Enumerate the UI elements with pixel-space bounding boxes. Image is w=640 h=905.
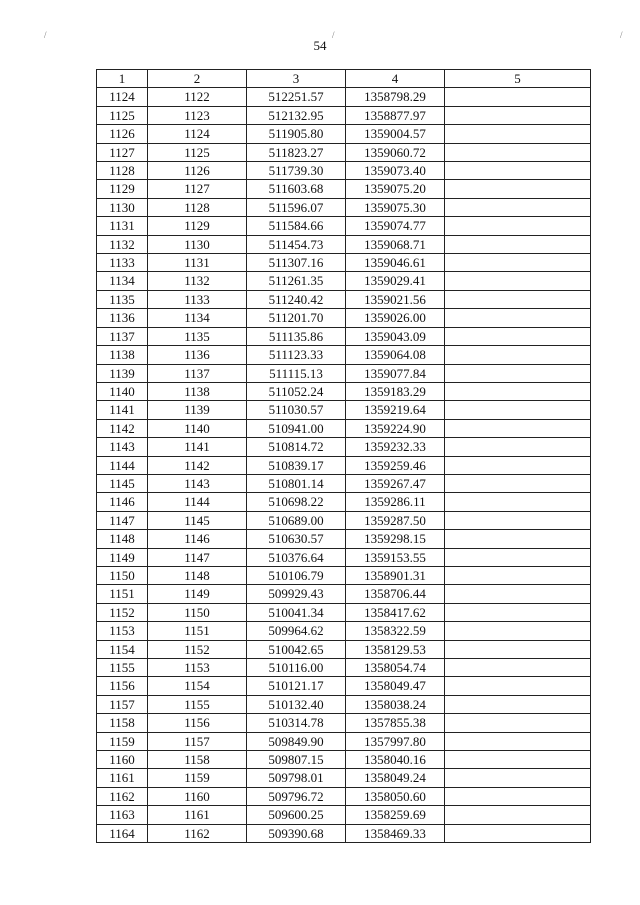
table-cell-col-4: 1358417.62 xyxy=(346,603,445,621)
table-cell-col-3: 510801.14 xyxy=(247,474,346,492)
table-cell-col-2: 1129 xyxy=(148,217,247,235)
table-cell-col-1: 1147 xyxy=(97,511,148,529)
table-cell-col-3: 510814.72 xyxy=(247,438,346,456)
table-row xyxy=(97,787,591,805)
table-cell-col-5 xyxy=(445,548,591,566)
table-row xyxy=(97,640,591,658)
table-cell-col-4: 1359267.47 xyxy=(346,474,445,492)
table-cell-col-1: 1126 xyxy=(97,125,148,143)
table-cell-col-3: 511905.80 xyxy=(247,125,346,143)
table-cell-col-5 xyxy=(445,401,591,419)
table-cell-col-2: 1152 xyxy=(148,640,247,658)
table-cell-col-2: 1128 xyxy=(148,198,247,216)
table-row xyxy=(97,511,591,529)
table-cell-col-2: 1157 xyxy=(148,732,247,750)
table-cell-col-4: 1359074.77 xyxy=(346,217,445,235)
table-cell-col-4: 1358054.74 xyxy=(346,659,445,677)
table-cell-col-4: 1358469.33 xyxy=(346,824,445,842)
table-cell-col-1: 1125 xyxy=(97,106,148,124)
table-cell-col-4: 1358259.69 xyxy=(346,806,445,824)
table-cell-col-5 xyxy=(445,162,591,180)
table-cell-col-3: 511307.16 xyxy=(247,254,346,272)
table-cell-col-2: 1138 xyxy=(148,382,247,400)
table-cell-col-4: 1359287.50 xyxy=(346,511,445,529)
table-cell-col-5 xyxy=(445,677,591,695)
table-cell-col-5 xyxy=(445,217,591,235)
table-cell-col-4: 1359219.64 xyxy=(346,401,445,419)
table-cell-col-4: 1359046.61 xyxy=(346,254,445,272)
table-cell-col-1: 1148 xyxy=(97,530,148,548)
table-cell-col-2: 1137 xyxy=(148,364,247,382)
table-cell-col-2: 1140 xyxy=(148,419,247,437)
table-cell-col-4: 1358877.97 xyxy=(346,106,445,124)
table-cell-col-5 xyxy=(445,493,591,511)
table-body xyxy=(97,88,591,843)
table-cell-col-4: 1359224.90 xyxy=(346,419,445,437)
table-cell-col-2: 1151 xyxy=(148,622,247,640)
table-cell-col-3: 512251.57 xyxy=(247,88,346,106)
table-cell-col-1: 1155 xyxy=(97,659,148,677)
table-cell-col-1: 1131 xyxy=(97,217,148,235)
header-row xyxy=(97,70,591,88)
table-cell-col-1: 1156 xyxy=(97,677,148,695)
table-row xyxy=(97,143,591,161)
table-cell-col-1: 1141 xyxy=(97,401,148,419)
table-cell-col-3: 510116.00 xyxy=(247,659,346,677)
table-cell-col-3: 510698.22 xyxy=(247,493,346,511)
table-cell-col-5 xyxy=(445,438,591,456)
table-cell-col-5 xyxy=(445,732,591,750)
header-cell-4: 4 xyxy=(346,70,445,88)
table-cell-col-3: 509390.68 xyxy=(247,824,346,842)
margin-tick-right: / xyxy=(620,30,623,40)
table-row xyxy=(97,162,591,180)
table-cell-col-3: 509929.43 xyxy=(247,585,346,603)
table-cell-col-3: 510042.65 xyxy=(247,640,346,658)
table-cell-col-3: 510041.34 xyxy=(247,603,346,621)
table-cell-col-1: 1124 xyxy=(97,88,148,106)
table-row xyxy=(97,714,591,732)
page-number: 54 xyxy=(313,38,327,53)
table-cell-col-1: 1130 xyxy=(97,198,148,216)
table-cell-col-4: 1359064.08 xyxy=(346,346,445,364)
header-cell-3: 3 xyxy=(247,70,346,88)
table-cell-col-3: 509964.62 xyxy=(247,622,346,640)
table-cell-col-2: 1130 xyxy=(148,235,247,253)
table-cell-col-1: 1162 xyxy=(97,787,148,805)
table-cell-col-4: 1357997.80 xyxy=(346,732,445,750)
table-row xyxy=(97,695,591,713)
table-cell-col-4: 1359183.29 xyxy=(346,382,445,400)
table-row xyxy=(97,309,591,327)
table-cell-col-1: 1144 xyxy=(97,456,148,474)
table-cell-col-2: 1158 xyxy=(148,751,247,769)
table-cell-col-5 xyxy=(445,254,591,272)
table-cell-col-5 xyxy=(445,125,591,143)
table-cell-col-5 xyxy=(445,88,591,106)
table-cell-col-3: 509849.90 xyxy=(247,732,346,750)
table-row xyxy=(97,530,591,548)
table-cell-col-1: 1133 xyxy=(97,254,148,272)
table-cell-col-2: 1123 xyxy=(148,106,247,124)
table-cell-col-2: 1155 xyxy=(148,695,247,713)
table-cell-col-1: 1145 xyxy=(97,474,148,492)
table-cell-col-5 xyxy=(445,456,591,474)
header-cell-5: 5 xyxy=(445,70,591,88)
table-cell-col-3: 511584.66 xyxy=(247,217,346,235)
table-cell-col-4: 1359060.72 xyxy=(346,143,445,161)
table-cell-col-5 xyxy=(445,787,591,805)
table-cell-col-4: 1359077.84 xyxy=(346,364,445,382)
table-row xyxy=(97,290,591,308)
table-row xyxy=(97,585,591,603)
table-cell-col-1: 1128 xyxy=(97,162,148,180)
table-cell-col-4: 1357855.38 xyxy=(346,714,445,732)
table-cell-col-3: 511123.33 xyxy=(247,346,346,364)
table-cell-col-1: 1135 xyxy=(97,290,148,308)
table-row xyxy=(97,419,591,437)
header-cell-1: 1 xyxy=(97,70,148,88)
margin-tick-center: / xyxy=(332,30,335,40)
table-cell-col-1: 1159 xyxy=(97,732,148,750)
table-row xyxy=(97,272,591,290)
table-cell-col-4: 1359004.57 xyxy=(346,125,445,143)
table-row xyxy=(97,198,591,216)
table-cell-col-2: 1139 xyxy=(148,401,247,419)
table-cell-col-2: 1144 xyxy=(148,493,247,511)
coordinates-table xyxy=(96,69,591,843)
table-cell-col-4: 1359298.15 xyxy=(346,530,445,548)
table-cell-col-4: 1358049.24 xyxy=(346,769,445,787)
table-cell-col-5 xyxy=(445,346,591,364)
table-cell-col-2: 1156 xyxy=(148,714,247,732)
table-cell-col-3: 512132.95 xyxy=(247,106,346,124)
table-cell-col-5 xyxy=(445,585,591,603)
table-row xyxy=(97,474,591,492)
table-cell-col-3: 510121.17 xyxy=(247,677,346,695)
table-cell-col-3: 511052.24 xyxy=(247,382,346,400)
table-cell-col-1: 1163 xyxy=(97,806,148,824)
table-cell-col-5 xyxy=(445,235,591,253)
table-cell-col-2: 1148 xyxy=(148,566,247,584)
table-cell-col-1: 1136 xyxy=(97,309,148,327)
table-cell-col-5 xyxy=(445,382,591,400)
table-cell-col-1: 1129 xyxy=(97,180,148,198)
table-cell-col-3: 511603.68 xyxy=(247,180,346,198)
table-cell-col-5 xyxy=(445,659,591,677)
table-cell-col-5 xyxy=(445,769,591,787)
table-cell-col-3: 511739.30 xyxy=(247,162,346,180)
table-cell-col-4: 1358050.60 xyxy=(346,787,445,805)
table-cell-col-4: 1359043.09 xyxy=(346,327,445,345)
table-cell-col-5 xyxy=(445,474,591,492)
table-cell-col-5 xyxy=(445,603,591,621)
table-cell-col-5 xyxy=(445,272,591,290)
table-row xyxy=(97,235,591,253)
table-cell-col-4: 1358798.29 xyxy=(346,88,445,106)
table-cell-col-2: 1143 xyxy=(148,474,247,492)
table-row xyxy=(97,346,591,364)
table-cell-col-5 xyxy=(445,622,591,640)
table-cell-col-5 xyxy=(445,640,591,658)
table-cell-col-5 xyxy=(445,714,591,732)
table-cell-col-5 xyxy=(445,327,591,345)
table-row xyxy=(97,677,591,695)
table-cell-col-4: 1359075.20 xyxy=(346,180,445,198)
table-cell-col-3: 510376.64 xyxy=(247,548,346,566)
table-cell-col-2: 1142 xyxy=(148,456,247,474)
table-row xyxy=(97,806,591,824)
header-cell-2: 2 xyxy=(148,70,247,88)
table-cell-col-4: 1359286.11 xyxy=(346,493,445,511)
table-cell-col-4: 1358049.47 xyxy=(346,677,445,695)
table-cell-col-3: 511454.73 xyxy=(247,235,346,253)
table-row xyxy=(97,456,591,474)
margin-tick-left: / xyxy=(44,30,47,40)
table-row xyxy=(97,622,591,640)
table-cell-col-4: 1358322.59 xyxy=(346,622,445,640)
table-cell-col-1: 1151 xyxy=(97,585,148,603)
table-cell-col-1: 1149 xyxy=(97,548,148,566)
table-cell-col-3: 511030.57 xyxy=(247,401,346,419)
table-cell-col-3: 511823.27 xyxy=(247,143,346,161)
table-row xyxy=(97,125,591,143)
table-row xyxy=(97,217,591,235)
table-cell-col-3: 511115.13 xyxy=(247,364,346,382)
table-cell-col-5 xyxy=(445,511,591,529)
table-cell-col-1: 1152 xyxy=(97,603,148,621)
table-cell-col-2: 1122 xyxy=(148,88,247,106)
table-cell-col-2: 1162 xyxy=(148,824,247,842)
table-cell-col-1: 1158 xyxy=(97,714,148,732)
table-cell-col-5 xyxy=(445,419,591,437)
table-cell-col-5 xyxy=(445,530,591,548)
table-row xyxy=(97,824,591,842)
table-cell-col-2: 1147 xyxy=(148,548,247,566)
table-cell-col-5 xyxy=(445,309,591,327)
table-cell-col-4: 1359026.00 xyxy=(346,309,445,327)
table-cell-col-5 xyxy=(445,751,591,769)
table-row xyxy=(97,769,591,787)
table-cell-col-5 xyxy=(445,566,591,584)
table-cell-col-3: 510941.00 xyxy=(247,419,346,437)
table-cell-col-5 xyxy=(445,824,591,842)
table-cell-col-3: 509796.72 xyxy=(247,787,346,805)
table-cell-col-3: 510132.40 xyxy=(247,695,346,713)
table-cell-col-1: 1138 xyxy=(97,346,148,364)
table-cell-col-3: 510689.00 xyxy=(247,511,346,529)
table-cell-col-1: 1164 xyxy=(97,824,148,842)
table-cell-col-1: 1137 xyxy=(97,327,148,345)
table-cell-col-4: 1358706.44 xyxy=(346,585,445,603)
table-cell-col-1: 1132 xyxy=(97,235,148,253)
table-row xyxy=(97,88,591,106)
table-cell-col-3: 511596.07 xyxy=(247,198,346,216)
table-cell-col-2: 1132 xyxy=(148,272,247,290)
table-cell-col-2: 1133 xyxy=(148,290,247,308)
table-cell-col-3: 510839.17 xyxy=(247,456,346,474)
table-cell-col-1: 1140 xyxy=(97,382,148,400)
table-cell-col-4: 1359029.41 xyxy=(346,272,445,290)
table-cell-col-2: 1127 xyxy=(148,180,247,198)
table-row xyxy=(97,364,591,382)
table-cell-col-5 xyxy=(445,364,591,382)
table-cell-col-5 xyxy=(445,806,591,824)
table-cell-col-3: 510314.78 xyxy=(247,714,346,732)
table-cell-col-1: 1160 xyxy=(97,751,148,769)
table-cell-col-2: 1159 xyxy=(148,769,247,787)
table-cell-col-2: 1136 xyxy=(148,346,247,364)
table-cell-col-4: 1359075.30 xyxy=(346,198,445,216)
table-cell-col-3: 511201.70 xyxy=(247,309,346,327)
table-cell-col-4: 1358129.53 xyxy=(346,640,445,658)
table-cell-col-4: 1359259.46 xyxy=(346,456,445,474)
table-cell-col-1: 1154 xyxy=(97,640,148,658)
table-row xyxy=(97,254,591,272)
table-cell-col-2: 1153 xyxy=(148,659,247,677)
table-cell-col-2: 1154 xyxy=(148,677,247,695)
table-cell-col-4: 1359153.55 xyxy=(346,548,445,566)
table-cell-col-4: 1358040.16 xyxy=(346,751,445,769)
table-row xyxy=(97,382,591,400)
table-cell-col-5 xyxy=(445,290,591,308)
table-cell-col-1: 1153 xyxy=(97,622,148,640)
table-cell-col-4: 1359073.40 xyxy=(346,162,445,180)
table-cell-col-1: 1146 xyxy=(97,493,148,511)
table-cell-col-1: 1161 xyxy=(97,769,148,787)
table-row xyxy=(97,732,591,750)
table-cell-col-1: 1150 xyxy=(97,566,148,584)
table-cell-col-4: 1359068.71 xyxy=(346,235,445,253)
table-cell-col-1: 1157 xyxy=(97,695,148,713)
table-cell-col-3: 509807.15 xyxy=(247,751,346,769)
table-cell-col-1: 1127 xyxy=(97,143,148,161)
table-cell-col-3: 509600.25 xyxy=(247,806,346,824)
table-cell-col-2: 1149 xyxy=(148,585,247,603)
table-cell-col-3: 510630.57 xyxy=(247,530,346,548)
table-row xyxy=(97,401,591,419)
table-cell-col-5 xyxy=(445,198,591,216)
table-cell-col-1: 1139 xyxy=(97,364,148,382)
table-cell-col-1: 1142 xyxy=(97,419,148,437)
table-cell-col-2: 1141 xyxy=(148,438,247,456)
table-row xyxy=(97,751,591,769)
table-cell-col-3: 511135.86 xyxy=(247,327,346,345)
table-row xyxy=(97,659,591,677)
table-cell-col-3: 509798.01 xyxy=(247,769,346,787)
table-cell-col-2: 1160 xyxy=(148,787,247,805)
table-cell-col-2: 1150 xyxy=(148,603,247,621)
table-row xyxy=(97,493,591,511)
table-row xyxy=(97,180,591,198)
table-cell-col-4: 1359021.56 xyxy=(346,290,445,308)
table-cell-col-1: 1134 xyxy=(97,272,148,290)
table-cell-col-5 xyxy=(445,695,591,713)
table-cell-col-2: 1131 xyxy=(148,254,247,272)
table-row xyxy=(97,106,591,124)
table-row xyxy=(97,603,591,621)
table-row xyxy=(97,566,591,584)
table-cell-col-5 xyxy=(445,106,591,124)
table-cell-col-1: 1143 xyxy=(97,438,148,456)
table-cell-col-4: 1359232.33 xyxy=(346,438,445,456)
table-cell-col-5 xyxy=(445,180,591,198)
table-cell-col-2: 1161 xyxy=(148,806,247,824)
table-row xyxy=(97,327,591,345)
table-cell-col-3: 511261.35 xyxy=(247,272,346,290)
table-cell-col-3: 510106.79 xyxy=(247,566,346,584)
table-cell-col-2: 1145 xyxy=(148,511,247,529)
table-cell-col-2: 1126 xyxy=(148,162,247,180)
table-cell-col-4: 1358901.31 xyxy=(346,566,445,584)
table-cell-col-2: 1134 xyxy=(148,309,247,327)
table-row xyxy=(97,548,591,566)
table-cell-col-3: 511240.42 xyxy=(247,290,346,308)
table-cell-col-2: 1125 xyxy=(148,143,247,161)
table-cell-col-2: 1124 xyxy=(148,125,247,143)
table-cell-col-2: 1146 xyxy=(148,530,247,548)
table-cell-col-5 xyxy=(445,143,591,161)
table-cell-col-2: 1135 xyxy=(148,327,247,345)
table-row xyxy=(97,438,591,456)
table-header xyxy=(97,70,591,88)
table-cell-col-4: 1358038.24 xyxy=(346,695,445,713)
